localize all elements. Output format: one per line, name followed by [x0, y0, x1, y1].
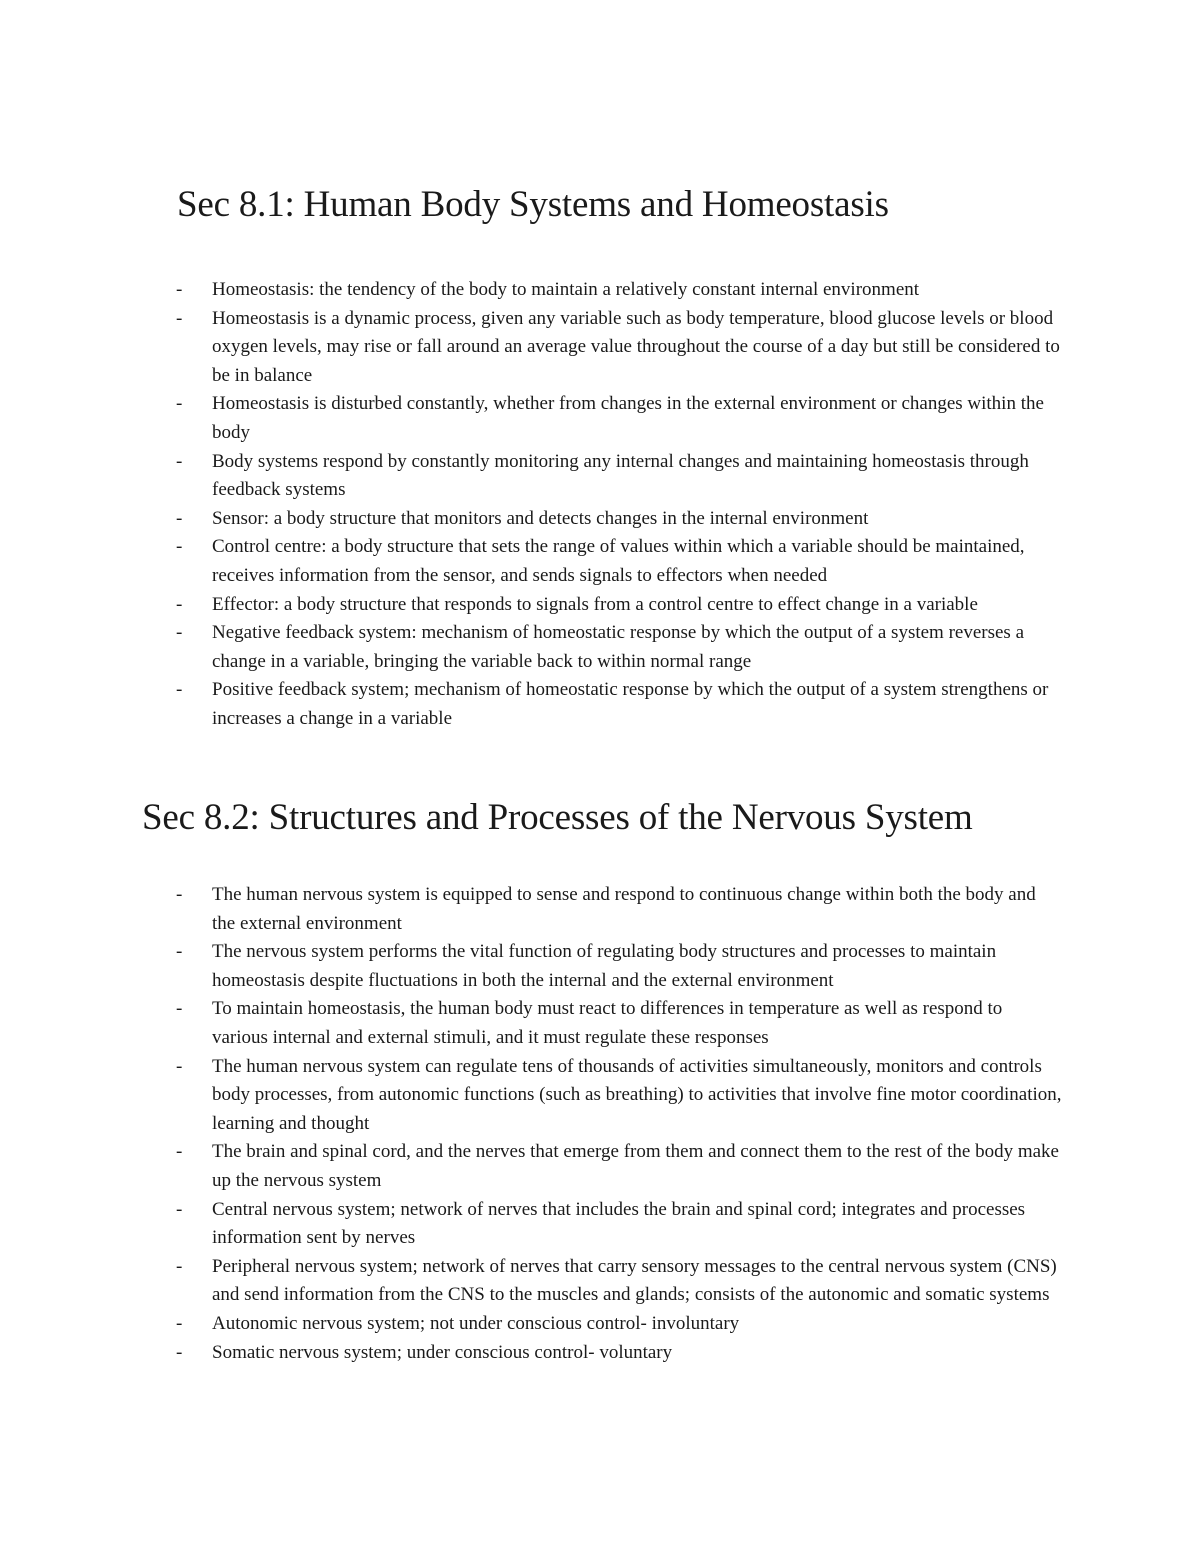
list-item — [0, 938, 1062, 995]
section-heading: Sec 8.1: Human Body Systems and Homeostasis — [177, 184, 889, 225]
list-item-text: The nervous system performs the vital function of regulating body structures and processes to maintain homeostasis despite fluctuations in both the internal and the external environment — [212, 941, 997, 991]
bullet-marker: - — [176, 1255, 183, 1277]
list-item — [0, 276, 1062, 305]
bullet-marker: - — [176, 450, 183, 472]
list-item-text: The human nervous system can regulate tens of thousands of activities simultaneously, monitors and controls body processes, from autonomic functions (such as breathing) to activities that involve fine motor coordination, learning and thought — [212, 1055, 1062, 1134]
list-item — [0, 591, 1062, 620]
bullet-marker: - — [176, 507, 183, 529]
bullet-marker: - — [176, 679, 183, 701]
list-item-text: Homeostasis: the tendency of the body to maintain a relatively constant internal environment — [212, 279, 920, 300]
bullet-marker: - — [176, 622, 183, 644]
list-item-text: Control centre: a body structure that sets the range of values within which a variable should be maintained, receives information from the sensor, and sends signals to effectors when needed — [212, 536, 1025, 586]
list-item — [0, 448, 1062, 505]
bullet-marker: - — [176, 279, 183, 300]
bullet-list — [0, 881, 1200, 1367]
bullet-marker: - — [176, 998, 183, 1020]
list-item — [0, 390, 1062, 447]
bullet-marker: - — [176, 1141, 183, 1163]
list-item — [0, 995, 1062, 1052]
bullet-marker: - — [176, 307, 183, 329]
section-8-1 — [0, 183, 1200, 734]
bullet-marker: - — [176, 593, 183, 615]
list-item — [0, 1253, 1062, 1310]
list-item — [0, 505, 1062, 534]
list-item-text: To maintain homeostasis, the human body must react to differences in temperature as well as respond to various internal and external stimuli, and it must regulate these responses — [212, 998, 1003, 1048]
bullet-marker: - — [176, 1055, 183, 1077]
list-item — [0, 533, 1062, 590]
list-item — [0, 305, 1062, 391]
list-item — [0, 1310, 1062, 1339]
list-item-text: Peripheral nervous system; network of nerves that carry sensory messages to the central nervous system (CNS) and send information from the CNS to the muscles and glands; consists of the autonomic and somatic systems — [212, 1255, 1057, 1306]
list-item-text: Sensor: a body structure that monitors and detects changes in the internal environment — [212, 507, 869, 529]
list-item — [0, 619, 1062, 676]
section-heading: Sec 8.2: Structures and Processes of the Nervous System — [142, 797, 973, 838]
bullet-marker: - — [176, 1198, 183, 1220]
list-item — [0, 881, 1062, 938]
list-item-text: Somatic nervous system; under conscious control- voluntary — [212, 1341, 673, 1363]
list-item-text: Body systems respond by constantly monitoring any internal changes and maintaining homeostasis through feedback systems — [212, 450, 1029, 501]
list-item — [0, 1339, 1062, 1368]
bullet-list — [0, 276, 1200, 734]
list-item — [0, 1053, 1062, 1139]
bullet-marker: - — [176, 884, 183, 905]
bullet-marker: - — [176, 1312, 183, 1334]
list-item — [0, 1138, 1062, 1195]
list-item-text: Central nervous system; network of nerves that includes the brain and spinal cord; integrates and processes information sent by nerves — [212, 1198, 1026, 1249]
list-item-text: The human nervous system is equipped to sense and respond to continuous change within both the body and the external environment — [212, 884, 1036, 934]
list-item-text: Autonomic nervous system; not under conscious control- involuntary — [212, 1312, 740, 1334]
bullet-marker: - — [176, 941, 183, 963]
list-item-text: Positive feedback system; mechanism of homeostatic response by which the output of a system strengthens or increases a change in a variable — [212, 679, 1049, 729]
list-item — [0, 676, 1062, 733]
section-8-2 — [0, 796, 1200, 1367]
list-item — [0, 1196, 1062, 1253]
list-item-text: Homeostasis is disturbed constantly, whether from changes in the external environment or changes within the body — [212, 393, 1044, 443]
list-item-text: Homeostasis is a dynamic process, given any variable such as body temperature, blood glucose levels or blood oxygen levels, may rise or fall around an average value throughout the course of a day but still be considered to be in balance — [212, 307, 1060, 386]
list-item-text: Effector: a body structure that responds to signals from a control centre to effect change in a variable — [212, 593, 978, 615]
list-item-text: Negative feedback system: mechanism of homeostatic response by which the output of a system reverses a change in a variable, bringing the variable back to within normal range — [212, 622, 1025, 672]
bullet-marker: - — [176, 1341, 183, 1363]
list-item-text: The brain and spinal cord, and the nerves that emerge from them and connect them to the rest of the body make up the nervous system — [212, 1141, 1059, 1191]
bullet-marker: - — [176, 536, 183, 558]
bullet-marker: - — [176, 393, 183, 415]
